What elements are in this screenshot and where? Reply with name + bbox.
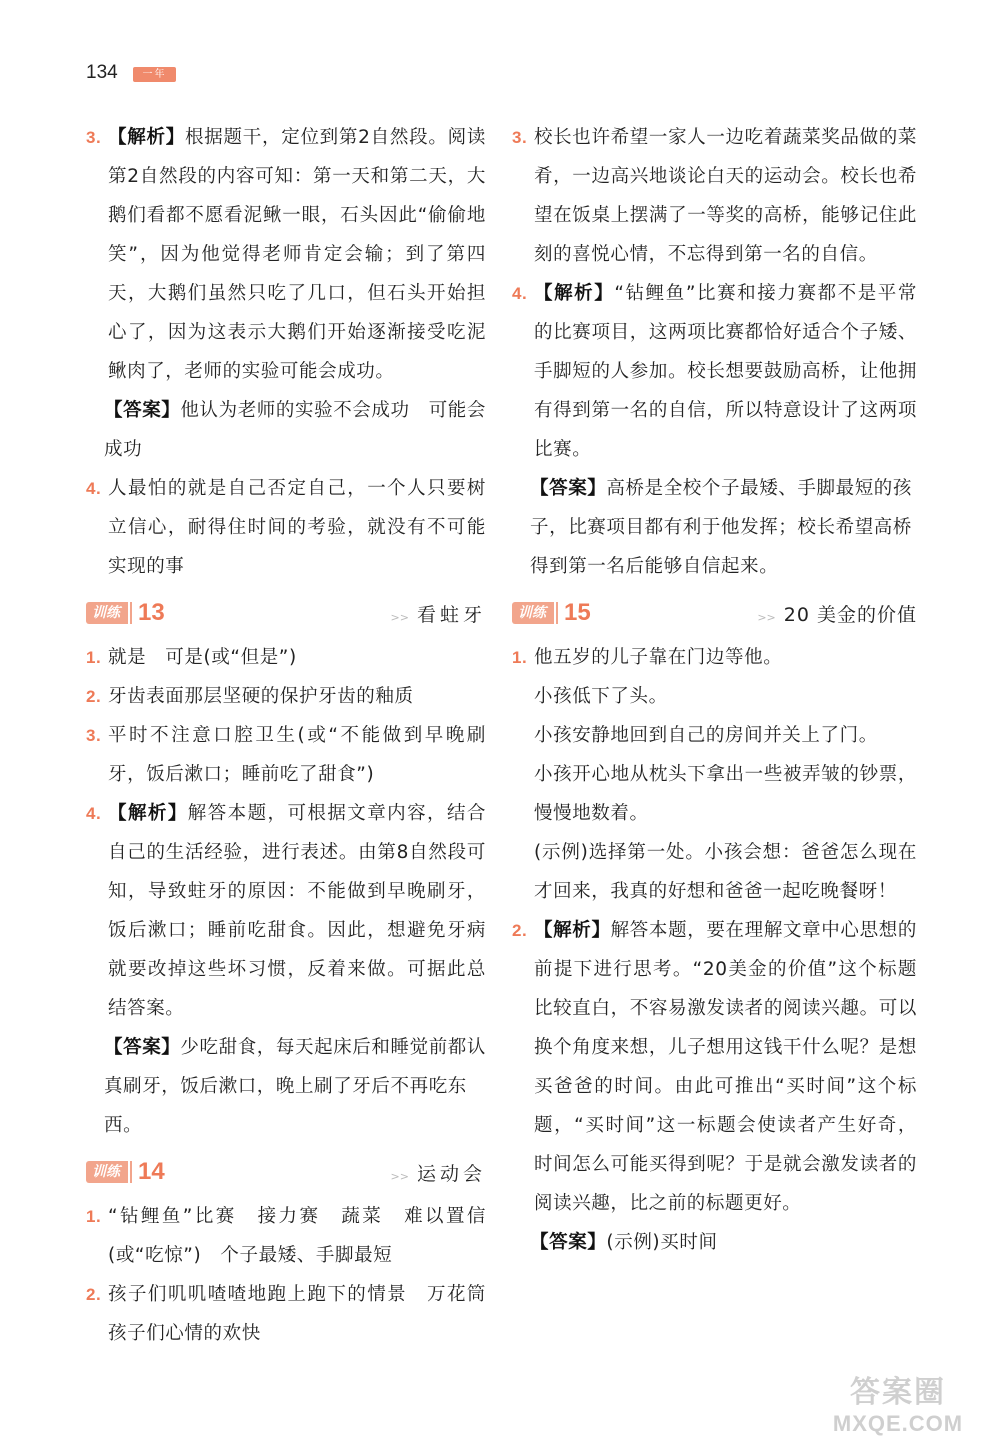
- answer-tag: 【答案】: [104, 1037, 181, 1058]
- s13-q4-answer: [86, 1028, 486, 1145]
- section-badge: [86, 600, 165, 626]
- watermark-bottom: MXQE.COM: [832, 1411, 964, 1436]
- answer-line: 小孩安静地回到自己的房间并关上了门。: [534, 725, 878, 746]
- section-title: [391, 600, 486, 627]
- double-chevron-icon: >>: [390, 1170, 409, 1183]
- section-title-text: 20 美金的价值: [783, 604, 917, 626]
- right-q4: [512, 274, 917, 469]
- question-number: 4.: [86, 479, 102, 498]
- question-number: 2.: [512, 921, 528, 940]
- section-title: [391, 1159, 486, 1186]
- analysis-text: “钻鲤鱼”比赛和接力赛都不是平常的比赛项目，这两项比赛都恰好适合个子矮、手脚短的人参加。校长想要鼓励高桥，让他拥有得到第一名的自信，所以特意设计了这两项比赛。: [534, 283, 917, 460]
- analysis-tag: 【解析】: [108, 803, 188, 824]
- analysis-tag: 【解析】: [534, 283, 615, 304]
- badge-stripes: [126, 602, 134, 624]
- answer-text: 人最怕的就是自己否定自己，一个人只要树立信心，耐得住时间的考验，就没有不可能实现的事: [108, 478, 486, 577]
- answer-line: 小孩低下了头。: [534, 686, 668, 707]
- badge-stripes: [552, 602, 560, 624]
- question-number: 3.: [512, 128, 528, 147]
- section-title-text: 看蛀牙: [416, 604, 486, 626]
- question-number: 3.: [86, 128, 102, 147]
- analysis-text: 解答本题，要在理解文章中心思想的前提下进行思考。“20美金的价值”这个标题比较直白，不容易激发读者的阅读兴趣。可以换个角度来想，儿子想用这钱干什么呢？是想买爸爸的时间。由此可推出“买时间”这个标题，“买时间”这一标题会使读者产生好奇，时间怎么可能买得到呢？于是就会激发读者的阅读兴趣，比之前的标题更好。: [534, 920, 917, 1214]
- answer-text: 高桥是全校个子最矮、手脚最短的孩子，比赛项目都有利于他发挥；校长希望高桥得到第一名后能够自信起来。: [530, 478, 913, 577]
- question-number: 1.: [512, 648, 528, 667]
- right-q3: [512, 118, 917, 274]
- page-number: 134: [86, 62, 118, 83]
- section-15-header: [512, 594, 917, 636]
- s14-q1: [86, 1197, 486, 1275]
- section-number: 14: [138, 1158, 165, 1185]
- left-q4: [86, 469, 486, 586]
- watermark-top: 答案圈: [850, 1376, 946, 1409]
- s15-q2-answer: [512, 1223, 917, 1262]
- section-badge: [512, 600, 591, 626]
- question-number: 1.: [86, 1207, 102, 1226]
- analysis-tag: 【解析】: [534, 920, 611, 941]
- analysis-text: 根据题干，定位到第2自然段。阅读第2自然段的内容可知：第一天和第二天，大鹅们看都不愿看泥鳅一眼，石头因此“偷偷地笑”，因为他觉得老师肯定会输；到了第四天，大鹅们虽然只吃了几口，但石头开始担心了，因为这表示大鹅们开始逐渐接受吃泥鳅肉了，老师的实验可能会成功。: [108, 127, 487, 382]
- section-number: 15: [564, 599, 591, 626]
- s13-q3: [86, 716, 486, 794]
- section-number: 13: [138, 599, 165, 626]
- answer-line: (示例)选择第一处。小孩会想：爸爸怎么现在才回来，我真的好想和爸爸一起吃晚餐呀！: [534, 842, 917, 902]
- answer-text: 他认为老师的实验不会成功 可能会成功: [104, 400, 487, 460]
- page-tag: 一年: [133, 67, 176, 82]
- answer-text: 平时不注意口腔卫生(或“不能做到早晚刷牙，饭后漱口；睡前吃了甜食”): [108, 725, 486, 785]
- question-number: 2.: [86, 687, 102, 706]
- question-number: 1.: [86, 648, 102, 667]
- section-14-header: [86, 1153, 486, 1195]
- left-column: [86, 118, 506, 1353]
- answer-line: 他五岁的儿子靠在门边等他。: [534, 647, 783, 668]
- double-chevron-icon: >>: [757, 611, 776, 624]
- answer-tag: 【答案】: [104, 400, 181, 421]
- section-word: 训练: [86, 1161, 126, 1183]
- section-word: 训练: [86, 602, 126, 624]
- answer-line: 小孩开心地从枕头下拿出一些被弄皱的钞票，慢慢地数着。: [534, 764, 917, 824]
- badge-stripes: [126, 1161, 134, 1183]
- double-chevron-icon: >>: [390, 611, 409, 624]
- question-number: 2.: [86, 1285, 102, 1304]
- answer-text: 少吃甜食，每天起床后和睡觉前都认真刷牙，饭后漱口，晚上刷了牙后不再吃东西。: [104, 1037, 487, 1136]
- site-watermark-logo: [808, 1367, 988, 1447]
- left-q3: [86, 118, 486, 391]
- right-column: [512, 118, 917, 1262]
- section-badge: [86, 1159, 165, 1185]
- s13-q2: [86, 677, 486, 716]
- question-number: 4.: [86, 804, 102, 823]
- s15-q1: [512, 638, 917, 911]
- question-number: 3.: [86, 726, 102, 745]
- section-title-text: 运动会: [416, 1163, 486, 1185]
- s14-q2: [86, 1275, 506, 1353]
- section-word: 训练: [512, 602, 552, 624]
- answer-text: 孩子们叽叽喳喳地跑上跑下的情景 万花筒 孩子们心情的欢快: [108, 1284, 506, 1344]
- answer-text: 就是 可是(或“但是”): [108, 647, 297, 668]
- section-title: [757, 600, 917, 627]
- s13-q1: [86, 638, 486, 677]
- analysis-tag: 【解析】: [108, 127, 185, 148]
- s15-q2: [512, 911, 917, 1223]
- analysis-text: 解答本题，可根据文章内容，结合自己的生活经验，进行表述。由第8自然段可知，导致蛀牙的原因：不能做到早晚刷牙，饭后漱口；睡前吃甜食。因此，想避免牙病就要改掉这些坏习惯，反着来做。可据此总结答案。: [108, 803, 486, 1019]
- answer-text: (示例)买时间: [606, 1232, 718, 1253]
- answer-text: 牙齿表面那层坚硬的保护牙齿的釉质: [108, 686, 414, 707]
- answer-tag: 【答案】: [530, 1232, 607, 1253]
- answer-tag: 【答案】: [530, 478, 607, 499]
- section-13-header: [86, 594, 486, 636]
- question-number: 4.: [512, 284, 528, 303]
- left-q3-answer: [86, 391, 486, 469]
- answer-text: 校长也许希望一家人一边吃着蔬菜奖品做的菜肴，一边高兴地谈论白天的运动会。校长也希望在饭桌上摆满了一等奖的高桥，能够记住此刻的喜悦心情，不忘得到第一名的自信。: [534, 127, 917, 265]
- s13-q4: [86, 794, 486, 1028]
- answer-text: “钻鲤鱼”比赛 接力赛 蔬菜 难以置信(或“吃惊”) 个子最矮、手脚最短: [108, 1206, 486, 1266]
- right-q4-answer: [512, 469, 917, 586]
